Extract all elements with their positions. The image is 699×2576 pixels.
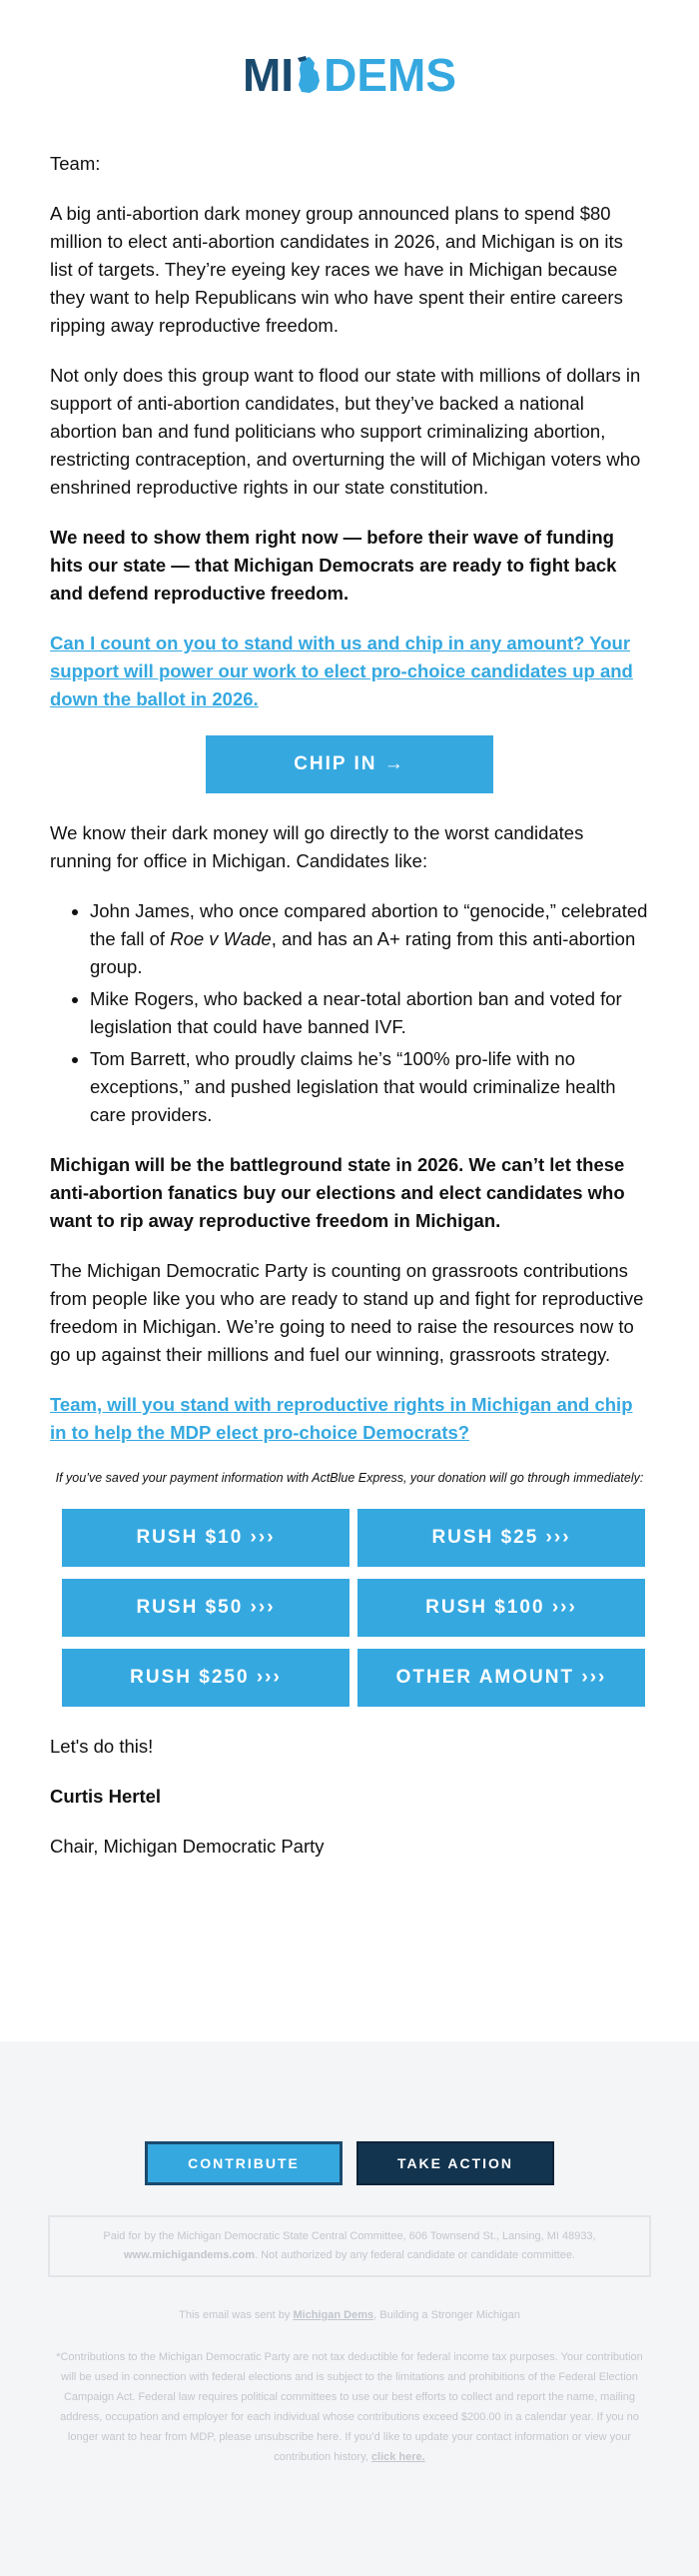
logo-dems-text: DEMS <box>324 49 456 101</box>
body-paragraph: The Michigan Democratic Party is counting on grassroots contributions from people like you who are ready to stand up and fight for reproductive freedom in Michigan. We’re going to need to raise the resources now to go up against their millions and fuel our winning, grassroots strategy. <box>50 1260 644 1365</box>
rush-250-button[interactable]: RUSH $250 ››› <box>62 1649 350 1707</box>
bold-paragraph: Michigan will be the battleground state in 2026. We can’t let these anti-abortion fanatics buy our elections and elect candidates who want to rip away reproductive freedom in Michigan. <box>50 1154 625 1231</box>
rush-10-button[interactable]: RUSH $10 ››› <box>62 1509 350 1567</box>
footer <box>0 2041 699 2576</box>
donate-link-1[interactable]: Can I count on you to stand with us and chip in any amount? Your support will power our work to elect pro-choice candidates up and down the ballot in 2026. <box>50 633 633 709</box>
signer-name: Curtis Hertel <box>50 1786 162 1807</box>
signer-title: Chair, Michigan Democratic Party <box>50 1836 325 1857</box>
bold-paragraph: We need to show them right now — before their wave of funding hits our state — that Michigan Democrats are ready to fight back and defend reproductive freedom. <box>50 527 617 604</box>
donate-link-2[interactable]: Team, will you stand with reproductive rights in Michigan and chip in to help the MDP elect pro-choice Democrats? <box>50 1394 633 1443</box>
legal-disclaimer <box>56 2347 643 2467</box>
rush-100-button[interactable]: RUSH $100 ››› <box>357 1579 645 1637</box>
click-here-link[interactable]: click here. <box>370 2451 425 2463</box>
footer-buttons <box>0 2141 699 2185</box>
chip-in-button[interactable]: CHIP IN → <box>206 735 493 793</box>
paid-for-disclaimer <box>48 2215 651 2277</box>
list-item-text: John James, who once compared abortion to “genocide,” celebrated the fall of <box>90 900 648 949</box>
actblue-express-note: If you’ve saved your payment information with ActBlue Express, your donation will go through immediately: <box>55 1471 644 1485</box>
rush-button-grid <box>62 1509 637 1707</box>
legal-text: *Contributions to the Michigan Democratic Party are not tax deductible for federal income tax purposes. Your contribution will be used in connection with federal elections and is subject to the limitations and prohibitions of the Federal Election Campaign Act. Federal law requires political committees to use our best efforts to collect and report the name, mailing address, occupation and employer for each individual whose contributions exceed $200.00 in a calendar year. If you no longer want to hear from MDP, please unsubscribe here. If you’d like to update your contact information or view your contribution history, <box>56 2351 643 2463</box>
paid-disclaimer-text: . Not authorized by any federal candidate or candidate committee. <box>254 2249 576 2261</box>
body-paragraph: A big anti-abortion dark money group announced plans to spend $80 million to elect anti-abortion candidates in 2026, and Michigan is on its list of targets. They’re eyeing key races we have in Michigan because they want to help Republicans win who have spent their entire careers ripping away reproductive freedom. <box>50 203 623 336</box>
other-amount-button[interactable]: OTHER AMOUNT ››› <box>357 1649 645 1707</box>
list-item-text: , and has an A+ rating from this anti-abortion group. <box>90 928 636 977</box>
paid-for-text: Paid for by the Michigan Democratic State Central Committee, 606 Townsend St., Lansing, MI 48933, <box>103 2230 596 2242</box>
list-item: • Mike Rogers, who backed a near-total abortion ban and voted for legislation that could have banned IVF. <box>90 985 649 1041</box>
mi-dems-logo[interactable] <box>243 48 456 102</box>
michigan-state-icon <box>296 55 322 95</box>
case-name: Roe v Wade <box>170 928 272 949</box>
candidate-list <box>50 897 649 1129</box>
sent-by-tagline: , Building a Stronger Michigan <box>373 2309 520 2321</box>
sent-by-line <box>0 2309 699 2321</box>
list-item: • Tom Barrett, who proudly claims he’s “100% pro-life with no exceptions,” and pushed legislation that would criminalize health care providers. <box>90 1045 649 1129</box>
sent-by-text: This email was sent by <box>179 2309 294 2321</box>
site-link[interactable]: www.michigandems.com <box>123 2249 255 2261</box>
take-action-button[interactable]: TAKE ACTION <box>356 2141 554 2185</box>
closing-line: Let's do this! <box>50 1736 154 1757</box>
list-item <box>90 897 649 981</box>
header-logo <box>0 0 699 150</box>
body-paragraph: We know their dark money will go directly to the worst candidates running for office in Michigan. Candidates like: <box>50 822 584 871</box>
rush-25-button[interactable]: RUSH $25 ››› <box>357 1509 645 1567</box>
michigan-dems-link[interactable]: Michigan Dems <box>293 2309 374 2321</box>
greeting: Team: <box>50 153 101 174</box>
logo-mi-text: MI <box>242 49 295 101</box>
chip-in-wrapper <box>50 735 649 793</box>
contribute-button[interactable]: CONTRIBUTE <box>145 2141 343 2185</box>
body-paragraph: Not only does this group want to flood our state with millions of dollars in support of anti-abortion candidates, but they’ve backed a national abortion ban and fund politicians who support criminalizing abortion, restricting contraception, and overturning the will of Michigan voters who enshrined reproductive rights in our state constitution. <box>50 365 641 498</box>
email-body <box>0 150 699 1861</box>
rush-50-button[interactable]: RUSH $50 ››› <box>62 1579 350 1637</box>
